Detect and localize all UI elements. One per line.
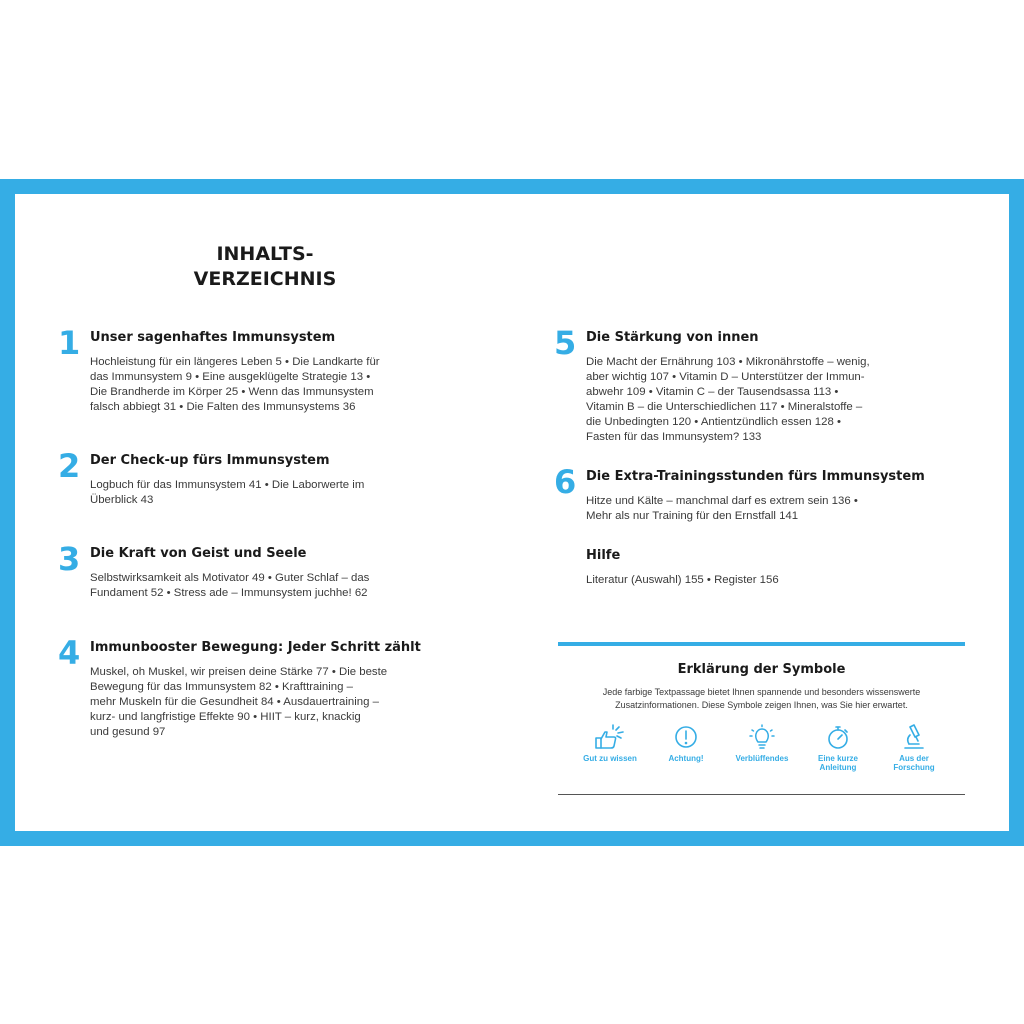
chapter-heading[interactable]: Unser sagenhaftes Immunsystem <box>90 330 336 345</box>
chapter-heading[interactable]: Immunbooster Bewegung: Jeder Schritt zählt <box>90 640 421 655</box>
page-content <box>15 194 1009 831</box>
symbols-title: Erklärung der Symbole <box>677 662 846 677</box>
chapter-heading[interactable]: Die Stärkung von innen <box>586 330 759 345</box>
entry-line: Selbstwirksamkeit als Motivator 49 • Guter Schlaf – das <box>90 572 370 584</box>
symbols-top-rule <box>558 642 965 646</box>
chapter-1[interactable] <box>58 324 380 415</box>
chapter-heading[interactable]: Die Extra-Trainingsstunden fürs Immunsystem <box>586 469 925 484</box>
lightbulb-icon <box>747 724 777 750</box>
chapter-number: 3 <box>58 540 81 578</box>
entry-line: die Unbedingten 120 • Antientzündlich essen 128 • <box>586 416 841 428</box>
microscope-icon <box>901 724 927 750</box>
hand-icon <box>592 724 628 750</box>
symbol-label: Eine kurze <box>817 754 858 763</box>
chapter-heading[interactable]: Hilfe <box>586 548 621 563</box>
chapter-entries <box>586 355 870 445</box>
title-line-2: VERZEICHNIS <box>193 268 337 290</box>
symbol-label: Achtung! <box>668 754 704 763</box>
entry-line: aber wichtig 107 • Vitamin D – Unterstützer der Immun- <box>586 371 865 383</box>
chapter-number: 6 <box>554 463 577 501</box>
symbols-description <box>575 686 948 712</box>
chapter-2[interactable] <box>58 447 365 508</box>
entry-line: kurz- und langfristige Effekte 90 • HIIT – kurz, knackig <box>90 711 361 723</box>
chapter-number: 5 <box>554 324 577 362</box>
chapter-entries <box>586 573 779 588</box>
entry-line: mehr Muskeln für die Gesundheit 84 • Ausdauertraining – <box>90 696 379 708</box>
chapter-hilfe[interactable] <box>586 547 779 588</box>
symbol-aus-der-forschung <box>879 724 949 772</box>
symbol-verblueffendes <box>727 724 797 763</box>
chapter-6[interactable] <box>554 463 925 524</box>
chapter-5[interactable] <box>554 324 870 445</box>
chapter-number: 2 <box>58 447 81 485</box>
entry-line: abwehr 109 • Vitamin C – der Tausendsassa 113 • <box>586 386 839 398</box>
symbol-eine-kurze-anleitung <box>803 724 873 772</box>
symbol-achtung <box>651 724 721 763</box>
chapter-number: 1 <box>58 324 81 362</box>
symbols-description-line: Zusatzinformationen. Diese Symbole zeigen Ihnen, was Sie hier erwartet. <box>615 700 908 710</box>
chapter-entries <box>90 665 421 740</box>
entry-line: Hochleistung für ein längeres Leben 5 • Die Landkarte für <box>90 356 380 368</box>
entry-line: und gesund 97 <box>90 726 166 738</box>
chapter-entries <box>90 355 380 415</box>
entry-line: Vitamin B – die Unterschiedlichen 117 • Mineralstoffe – <box>586 401 863 413</box>
chapter-4[interactable] <box>58 634 421 740</box>
page-frame <box>0 179 1024 846</box>
symbol-gut-zu-wissen <box>575 724 645 763</box>
title-line-1: INHALTS- <box>216 243 314 265</box>
symbol-label: Verblüffendes <box>735 754 789 763</box>
entry-line: Mehr als nur Training für den Ernstfall 141 <box>586 510 799 522</box>
chapter-number: 4 <box>58 634 81 672</box>
symbols-row <box>575 724 955 784</box>
entry-line: Literatur (Auswahl) 155 • Register 156 <box>586 574 779 586</box>
entry-line: Bewegung für das Immunsystem 82 • Krafttraining – <box>90 681 353 693</box>
entry-line: Die Brandherde im Körper 25 • Wenn das Immunsystem <box>90 386 374 398</box>
entry-line: falsch abbiegt 31 • Die Falten des Immunsystems 36 <box>90 401 356 413</box>
entry-line: Fundament 52 • Stress ade – Immunsystem juchhe! 62 <box>90 587 368 599</box>
symbol-label: Aus der <box>899 754 929 763</box>
chapter-heading[interactable]: Die Kraft von Geist und Seele <box>90 546 307 561</box>
symbols-bottom-rule <box>558 794 965 795</box>
page-title <box>165 242 365 292</box>
chapter-entries <box>586 494 925 524</box>
symbol-label: Gut zu wissen <box>583 754 637 763</box>
symbol-label: Forschung <box>893 763 935 772</box>
stopwatch-icon <box>825 724 851 750</box>
entry-line: Logbuch für das Immunsystem 41 • Die Laborwerte im <box>90 479 365 491</box>
chapter-entries <box>90 571 369 601</box>
symbol-label: Anleitung <box>819 763 857 772</box>
entry-line: Die Macht der Ernährung 103 • Mikronährstoffe – wenig, <box>586 356 870 368</box>
chapter-3[interactable] <box>58 540 370 601</box>
entry-line: das Immunsystem 9 • Eine ausgeklügelte Strategie 13 • <box>90 371 371 383</box>
exclamation-icon <box>673 724 699 750</box>
chapter-entries <box>90 478 364 508</box>
entry-line: Hitze und Kälte – manchmal darf es extrem sein 136 • <box>586 495 858 507</box>
entry-line: Muskel, oh Muskel, wir preisen deine Stärke 77 • Die beste <box>90 666 388 678</box>
symbols-description-line: Jede farbige Textpassage bietet Ihnen spannende und besonders wissenswerte <box>602 687 921 697</box>
chapter-heading[interactable]: Der Check-up fürs Immunsystem <box>90 453 330 468</box>
entry-line: Überblick 43 <box>90 494 154 506</box>
entry-line: Fasten für das Immunsystem? 133 <box>586 431 762 443</box>
